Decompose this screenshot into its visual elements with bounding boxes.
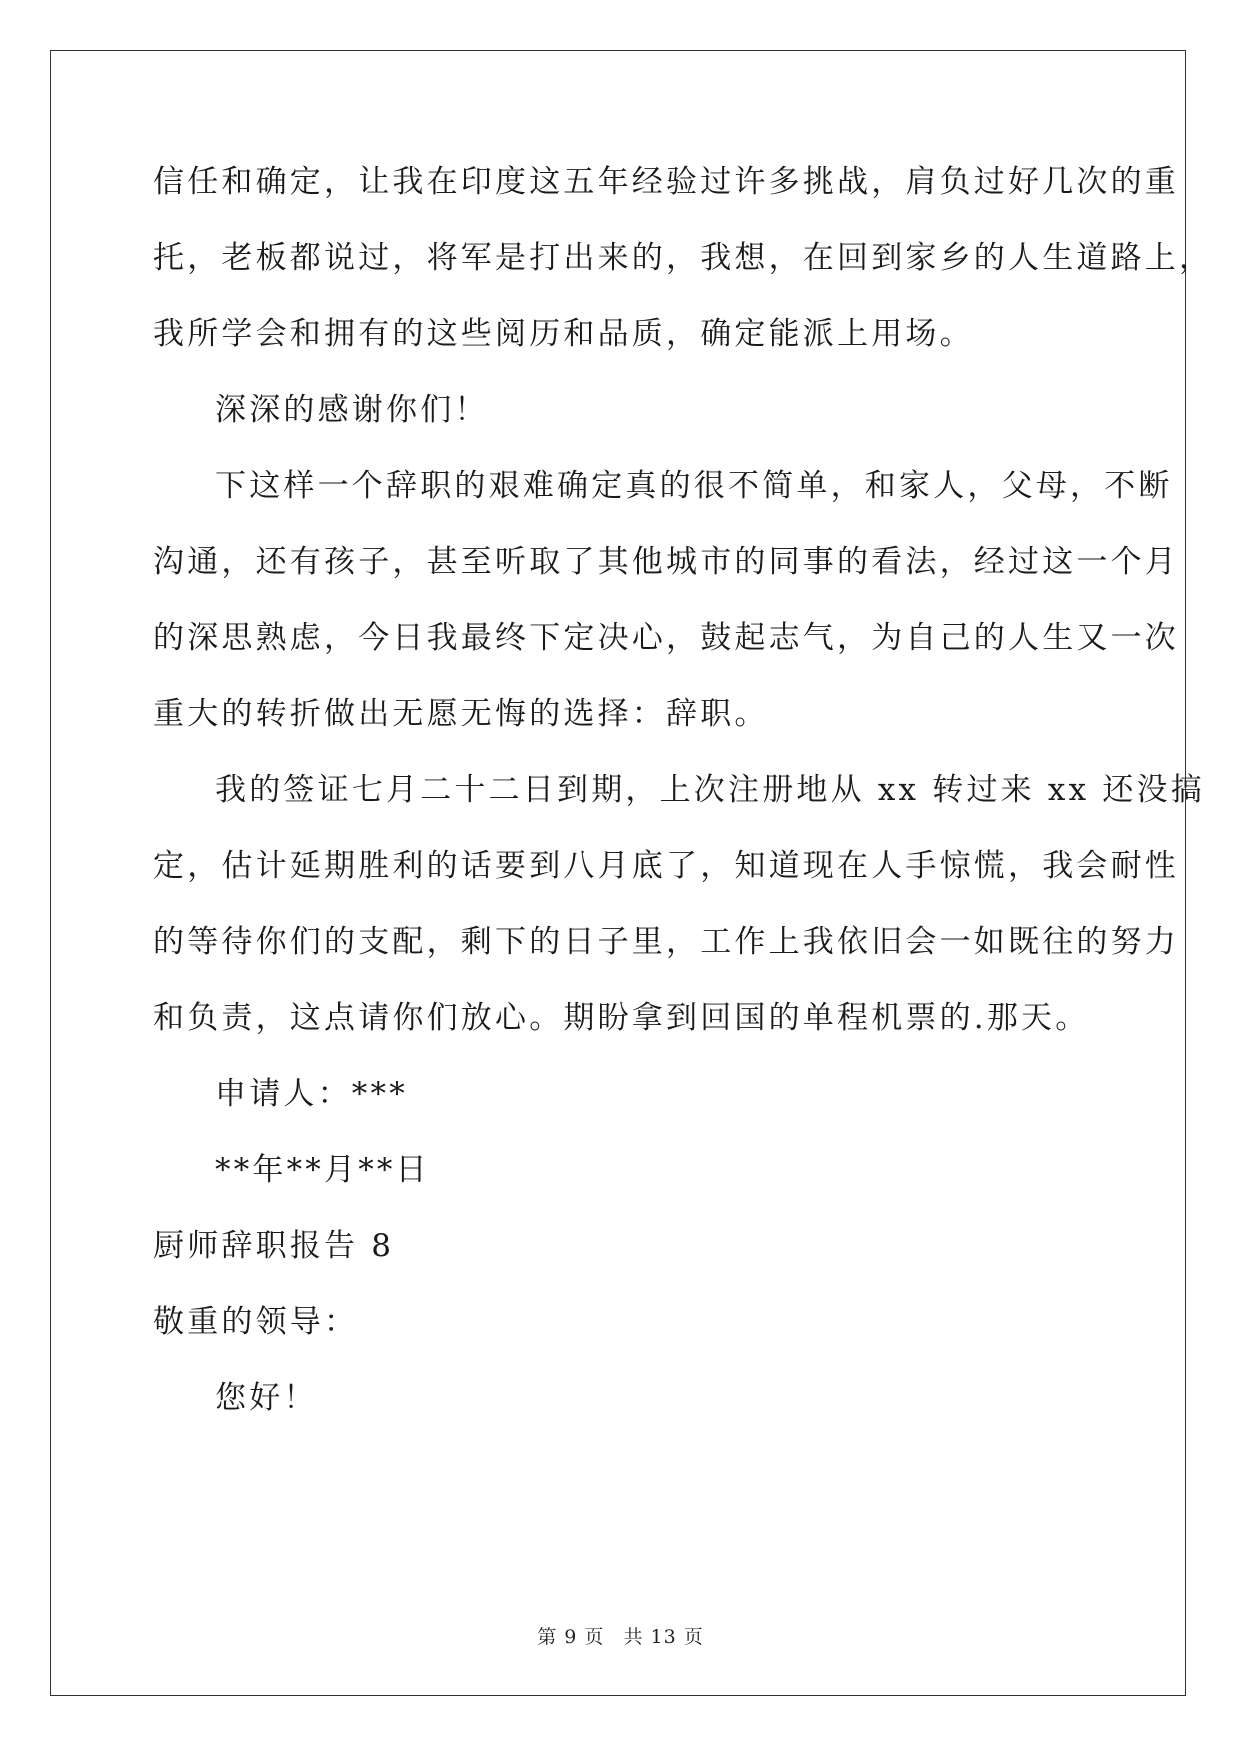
- greeting: 您好！: [215, 1380, 318, 1416]
- page-footer: [0, 1622, 1241, 1649]
- paragraph-line: 托，老板都说过，将军是打出来的，我想，在回到家乡的人生道路上，: [153, 240, 1214, 276]
- paragraph-line: 信任和确定，让我在印度这五年经验过许多挑战，肩负过好几次的重: [153, 164, 1179, 200]
- paragraph-line: 深深的感谢你们！: [215, 392, 489, 428]
- date-line: **年**月**日: [215, 1152, 430, 1188]
- page-number-total: 共 13 页: [623, 1626, 704, 1648]
- paragraph-line: 和负责，这点请你们放心。期盼拿到回国的单程机票的.那天。: [153, 1000, 1090, 1036]
- applicant-line: 申请人：***: [215, 1076, 408, 1112]
- paragraph-line: 定，估计延期胜利的话要到八月底了，知道现在人手惊慌，我会耐性: [153, 848, 1179, 884]
- paragraph-line: 我所学会和拥有的这些阅历和品质，确定能派上用场。: [153, 316, 974, 352]
- paragraph-line: 的深思熟虑，今日我最终下定决心，鼓起志气，为自己的人生又一次: [153, 620, 1179, 656]
- section-title: 厨师辞职报告 8: [153, 1228, 395, 1264]
- paragraph-line: 下这样一个辞职的艰难确定真的很不简单，和家人，父母，不断: [215, 468, 1173, 504]
- paragraph-line: 的等待你们的支配，剩下的日子里，工作上我依旧会一如既往的努力: [153, 924, 1179, 960]
- paragraph-line: 我的签证七月二十二日到期，上次注册地从 xx 转过来 xx 还没搞: [215, 772, 1205, 808]
- paragraph-line: 重大的转折做出无愿无悔的选择：辞职。: [153, 696, 769, 732]
- paragraph-line: 沟通，还有孩子，甚至听取了其他城市的同事的看法，经过这一个月: [153, 544, 1179, 580]
- salutation: 敬重的领导：: [153, 1304, 359, 1340]
- page-number-current: 第 9 页: [537, 1626, 605, 1648]
